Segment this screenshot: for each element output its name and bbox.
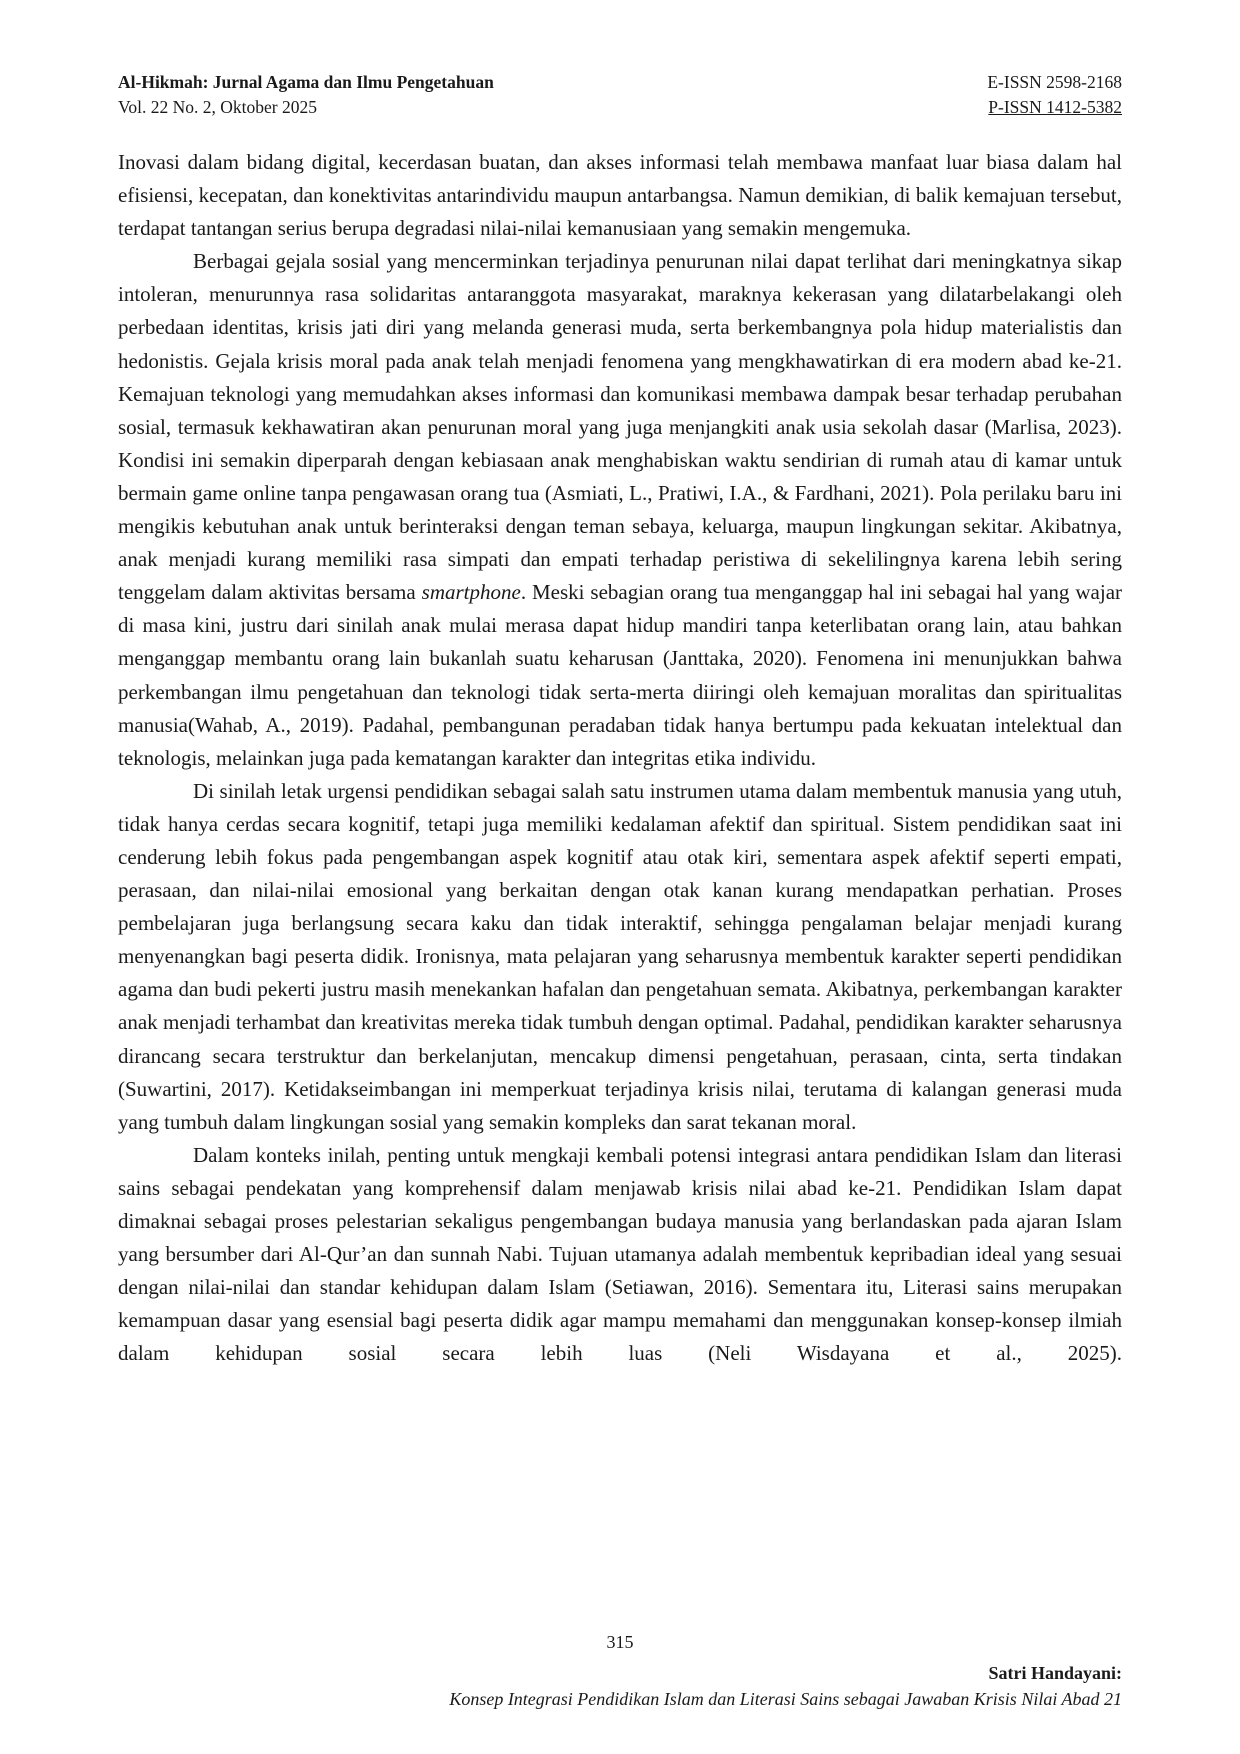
paragraph-2-part-a: Berbagai gejala sosial yang mencerminkan terjadinya penurunan nilai dapat terlihat dari meningkatnya sikap intoleran, menurunnya rasa solidaritas antaranggota masyarakat, maraknya kekerasan yang dilatarbelakangi oleh perbedaan identitas, krisis jati diri yang melanda generasi muda, serta berkembangnya pola hidup materialistis dan hedonistis. Gejala krisis moral pada anak telah menjadi fenomena yang mengkhawatirkan di era modern abad ke-21. Kemajuan teknologi yang memudahkan akses informasi dan komunikasi membawa dampak besar terhadap perubahan sosial, termasuk kekhawatiran akan penurunan moral yang juga menjangkiti anak usia sekolah dasar (Marlisa, 2023). Kondisi ini semakin diperparah dengan kebiasaan anak menghabiskan waktu sendirian di rumah atau di kamar untuk bermain game online tanpa pengawasan orang tua (Asmiati, L., Pratiwi, I.A., & Fardhani, 2021). Pola perilaku baru ini mengikis kebutuhan anak untuk berinteraksi dengan teman sebaya, keluarga, maupun lingkungan sekitar. Akibatnya, anak menjadi kurang memiliki rasa simpati dan empati terhadap peristiwa di sekelilingnya karena lebih sering tenggelam dalam aktivitas bersama	[118, 249, 1122, 605]
footer-author: Satri Handayani:	[988, 1663, 1122, 1683]
paragraph-2-part-b: . Meski sebagian orang tua menganggap hal ini sebagai hal yang wajar di masa kini, justru dari sinilah anak mulai merasa dapat hidup mandiri tanpa keterlibatan orang lain, atau bahkan menganggap membantu orang lain bukanlah suatu keharusan (Janttaka, 2020). Fenomena ini menunjukkan bahwa perkembangan ilmu pengetahuan dan teknologi tidak serta-merta diiringi oleh kemajuan moralitas dan spiritualitas manusia(Wahab, A., 2019). Padahal, pembangunan peradaban tidak hanya bertumpu pada kekuatan intelektual dan teknologis, melainkan juga pada kematangan karakter dan integritas etika individu.	[118, 580, 1123, 770]
page-number: 315	[606, 1632, 634, 1652]
journal-title: Al-Hikmah: Jurnal Agama dan Ilmu Pengetahuan	[118, 72, 494, 92]
running-header	[118, 70, 1122, 120]
eissn: E-ISSN 2598-2168	[987, 72, 1122, 92]
paragraph-4: Dalam konteks inilah, penting untuk mengkaji kembali potensi integrasi antara pendidikan Islam dan literasi sains sebagai pendekatan yang komprehensif dalam menjawab krisis nilai abad ke-21. Pendidikan Islam dapat dimaknai sebagai proses pelestarian sekaligus pengembangan budaya manusia yang berlandaskan pada ajaran Islam yang bersumber dari Al-Qur’an dan sunnah Nabi. Tujuan utamanya adalah membentuk kepribadian ideal yang sesuai dengan nilai-nilai dan standar kehidupan dalam Islam (Setiawan, 2016). Sementara itu, Literasi sains merupakan kemampuan dasar yang esensial bagi peserta didik agar mampu memahami dan menggunakan konsep-konsep ilmiah dalam kehidupan sosial secara lebih luas (Neli Wisdayana et al., 2025).	[118, 1142, 1122, 1366]
article-body	[118, 146, 1122, 1370]
footer-article-title: Konsep Integrasi Pendidikan Islam dan Literasi Sains sebagai Jawaban Krisis Nilai Abad 21	[449, 1689, 1122, 1709]
paragraph-3: Di sinilah letak urgensi pendidikan sebagai salah satu instrumen utama dalam membentuk manusia yang utuh, tidak hanya cerdas secara kognitif, tetapi juga memiliki kedalaman afektif dan spiritual. Sistem pendidikan saat ini cenderung lebih fokus pada pengembangan aspek kognitif atau otak kiri, sementara aspek afektif seperti empati, perasaan, dan nilai-nilai emosional yang berkaitan dengan otak kanan kurang mendapatkan perhatian. Proses pembelajaran juga berlangsung secara kaku dan tidak interaktif, sehingga pengalaman belajar menjadi kurang menyenangkan bagi peserta didik. Ironisnya, mata pelajaran yang seharusnya membentuk karakter seperti pendidikan agama dan budi pekerti justru masih menekankan hafalan dan pengetahuan semata. Akibatnya, perkembangan karakter anak menjadi terhambat dan kreativitas mereka tidak tumbuh dengan optimal. Padahal, pendidikan karakter seharusnya dirancang secara terstruktur dan berkelanjutan, mencakup dimensi pengetahuan, perasaan, cinta, serta tindakan (Suwartini, 2017). Ketidakseimbangan ini memperkuat terjadinya krisis nilai, terutama di kalangan generasi muda yang tumbuh dalam lingkungan sosial yang semakin kompleks dan sarat tekanan moral.	[118, 778, 1122, 1134]
italic-term: smartphone	[421, 580, 521, 605]
paragraph-2	[118, 245, 1122, 775]
pissn: P-ISSN 1412-5382	[988, 97, 1122, 117]
volume-info: Vol. 22 No. 2, Oktober 2025	[118, 97, 317, 117]
paragraph-1: Inovasi dalam bidang digital, kecerdasan buatan, dan akses informasi telah membawa manfaat luar biasa dalam hal efisiensi, kecepatan, dan konektivitas antarindividu maupun antarbangsa. Namun demikian, di balik kemajuan tersebut, terdapat tantangan serius berupa degradasi nilai-nilai kemanusiaan yang semakin mengemuka.	[118, 150, 1122, 241]
running-footer	[449, 1660, 1122, 1712]
